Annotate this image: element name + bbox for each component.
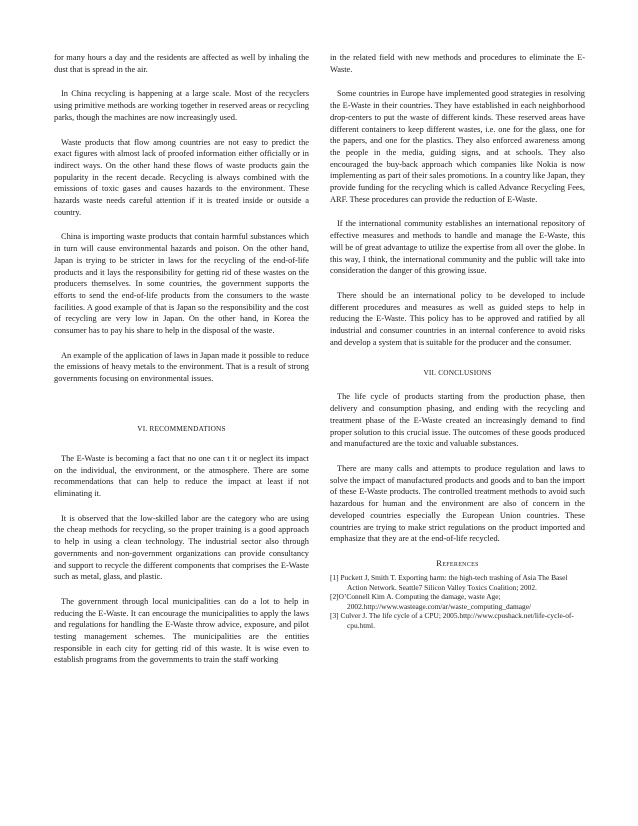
body-paragraph: for many hours a day and the residents are affected as well by inhaling the dust that is spread in the air. [54,53,309,74]
reference-item: [3] Culver J. The life cycle of a CPU; 2005.http://www.cpushack.net/life-cycle-of-cpu.html. [330,611,574,630]
body-paragraph: China is importing waste products that contain harmful substances which in turn will cause environmental hazards and poison. On the other hand, Japan is trying to be stricter in laws for the recycling of the end-of-life products and it lays the responsibility for getting rid of these wastes on the producers themselves. In some countries, the government supports the efforts to send the end-of-life products from the consumers to the waste facilities. A good example of that is Japan so the responsibility and the cost of recycling are very low in Japan. On the other hand, in Korea the consumer has to pay his share to help in the disposal of the waste. [54,232,309,336]
body-paragraph: Some countries in Europe have implemented good strategies in resolving the E-Waste in their countries. They have established in each neighborhood drop-centers to put the waste of different kinds. These reserved areas have different containers to keep different wastes, i.e. one for the glass, one for the papers, and one for the plastics. They also enforced awareness among the people in the media, guiding signs, and at schools. They also encouraged the buy-back approach which companies like Nokia is now implementing as part of their sales promotions. In a country like Japan, they provide funding for the recycling which is called Advance Recycling Fees, ARF. These procedures can provide the reduction of E-Waste. [330,89,585,204]
body-paragraph: In China recycling is happening at a large scale. Most of the recyclers using primitive methods are working together in reserved areas or recycling parks, though the machines are now increasingly used. [54,89,309,122]
body-paragraph: It is observed that the low-skilled labor are the category who are using the cheap methods for recycling, so the proper training is a good approach to help in using a clean technology. The industrial sector also through governments and non-government organizations can provide consultancy and support to recycle the different components that comprises the E-Waste such as metal, glass, and plastic. [54,513,309,582]
body-paragraph: in the related field with new methods and procedures to eliminate the E-Waste. [330,53,585,74]
section-heading-conclusions: VII. CONCLUSIONS [423,368,492,378]
right-column [330,52,585,630]
body-paragraph: There are many calls and attempts to produce regulation and laws to solve the impact of manufactured products and goods and to ban the import of these E-Waste products. The controlled treatment methods to avoid such hazardous for human and the environment are also of concern in the developed countries especially the European Union countries. These countries are trying to make strict regulations on the product imported and emphasize that they are at the end-of-life recycled. [330,463,585,544]
references-heading: References [436,557,479,568]
reference-item: [1] Puckett J, Smith T. Exporting harm: the high-tech trashing of Asia The Basel Action Network. Seattle7 Silicon Valley Toxics Coalition; 2002. [330,572,568,592]
body-paragraph: There should be an international policy to be developed to include different procedures and measures as well as guided steps to help in reducing the E-Waste. This policy has to be approved and ratified by all industrial and consumer countries in an internal conference to avoid risks and develop a system that is suitable for the producer and the consumer. [330,290,585,347]
body-paragraph: The government through local municipalities can do a lot to help in reducing the E-Waste. It can encourage the municipalities to apply the laws and regulations for handling the E-Waste throw advice, exposure, and pilot testing management schemes. The municipalities are the entities responsible in each city for getting rid of this waste. It is wise even to establish programs from the governments to train the staff working [54,596,309,665]
left-column [54,52,309,666]
body-paragraph: The E-Waste is becoming a fact that no one can t it or neglect its impact on the individual, the environment, or the atmosphere. There are some recommendations that can help to reduce the impact at least if not eliminating it. [54,453,309,498]
section-heading-recommendations: VI. RECOMMENDATIONS [137,423,226,433]
reference-item: [2]O’Connell Kim A. Computing the damage, waste Age; 2002.http://www.wasteage.com/ar/waste_computing_damage/ [330,592,532,611]
body-paragraph: An example of the application of laws in Japan made it possible to reduce the emissions of heavy metals to the environment. That is a result of strong governments focusing on environmental issues. [54,350,309,384]
body-paragraph: If the international community establishes an international repository of effective measures and methods to handle and manage the E-Waste, this will be of great advantage to utilize the expertise from all over the globe. In this way, I think, the international community and the public will take into consideration the danger of this growing issue. [330,219,585,276]
body-paragraph: The life cycle of products starting from the production phase, then delivery and consumption phasing, and ending with the recycling and treatment phase of the E-Waste created an increasingly demand to find proper solution to this crucial issue. The outcomes of these goods produced and manufactured are the toxic and valuable substances. [330,392,585,449]
body-paragraph: Waste products that flow among countries are not easy to predict the exact figures with almost lack of proofed information either officially or in indirect ways. On the other hand these flows of waste products gain the popularity in the recent decade. Recycling is always combined with the emissions of toxic gases and causes hazards to the environment. These hazards waste needs careful attention if it is treated inside or outside a country. [54,137,309,217]
